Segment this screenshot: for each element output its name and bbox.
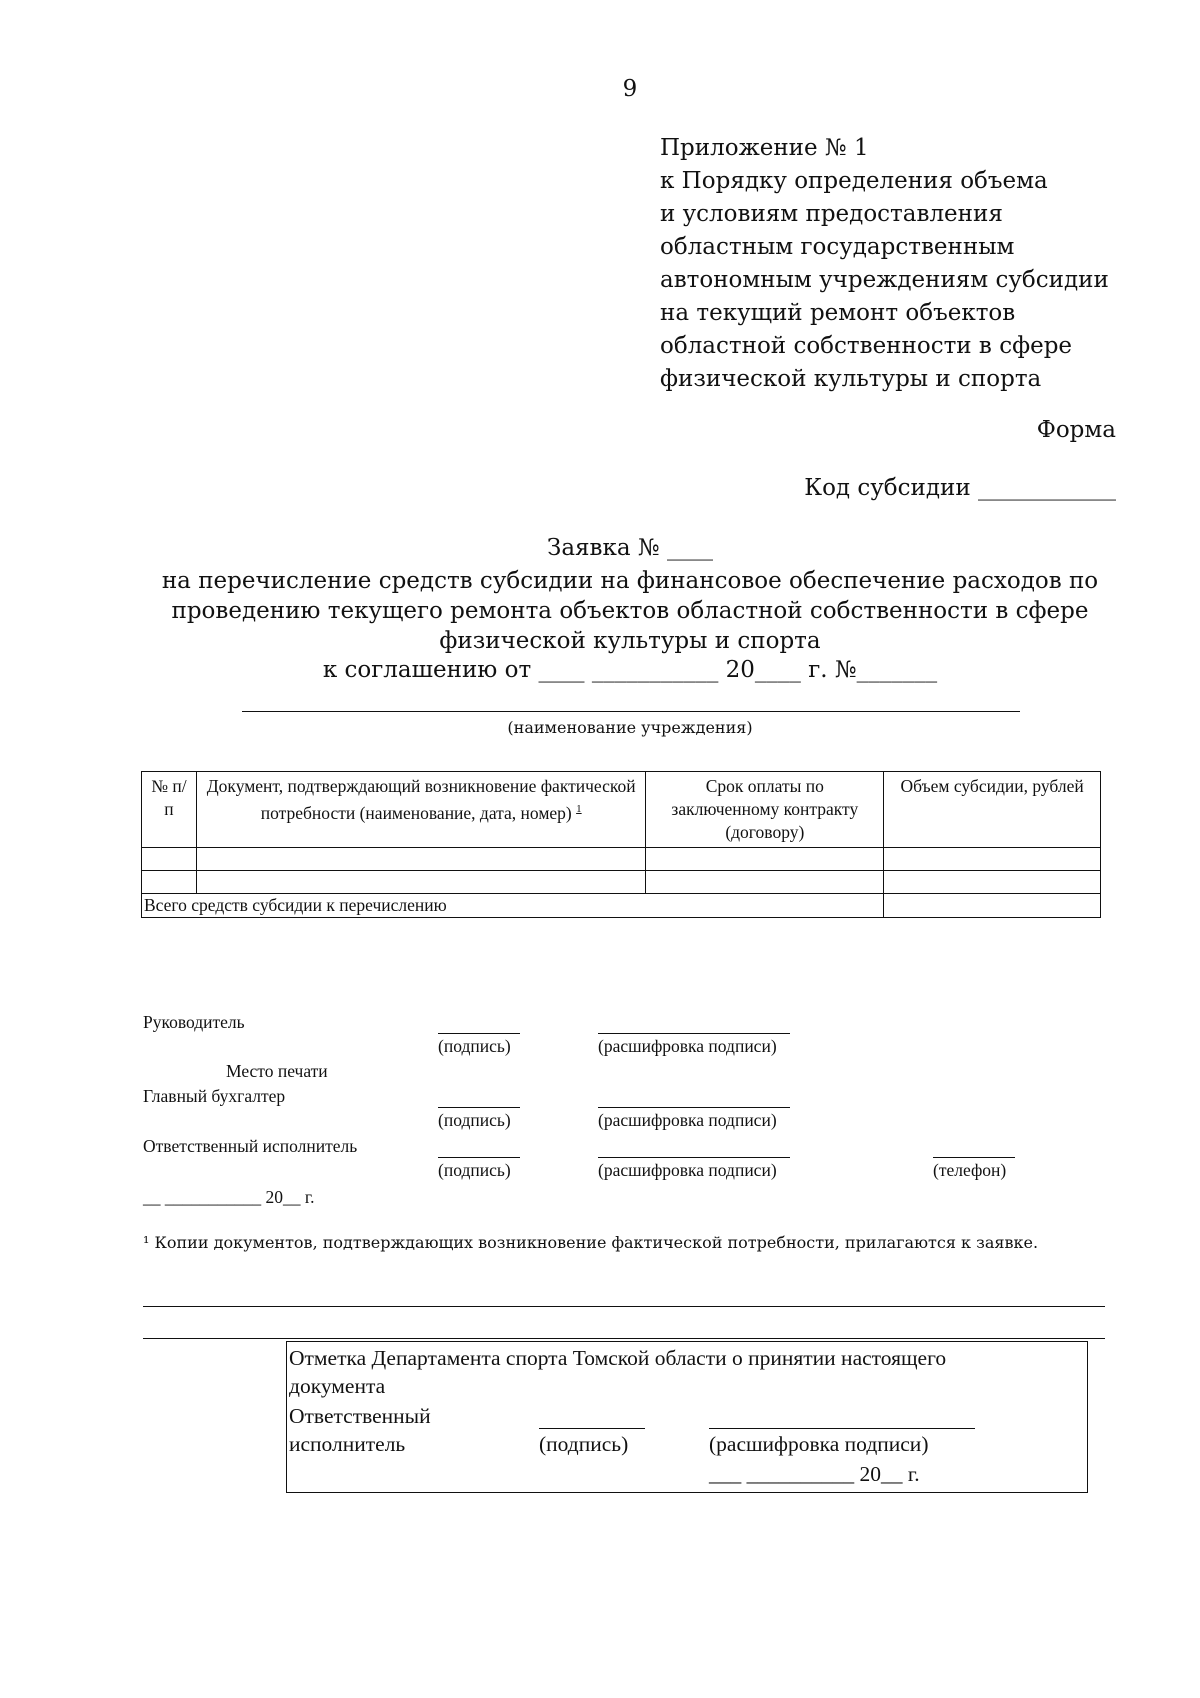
subsidy-code: Код субсидии ____________ (804, 475, 1116, 501)
cell-amount[interactable] (884, 871, 1101, 894)
executor-decoding-line[interactable] (598, 1157, 790, 1158)
institution-caption: (наименование учреждения) (507, 718, 753, 737)
executor-phone-line[interactable] (933, 1157, 1015, 1158)
department-date: ___ __________ 20__ г. (709, 1462, 920, 1486)
cell-document[interactable] (196, 848, 645, 871)
cell-term[interactable] (646, 871, 884, 894)
signature-caption: (подпись) (438, 1160, 511, 1180)
department-executor-label: исполнитель (289, 1432, 406, 1456)
appendix-line: физической культуры и спорта (660, 366, 1042, 392)
chief-accountant-label: Главный бухгалтер (143, 1086, 286, 1106)
total-label: Всего средств субсидии к перечислению (142, 894, 884, 918)
decoding-caption: (расшифровка подписи) (598, 1160, 777, 1180)
appendix-header (660, 132, 1109, 396)
appendix-line: автономным учреждениям субсидии (660, 267, 1109, 293)
department-signature-caption: (подпись) (539, 1432, 629, 1456)
signature-caption: (подпись) (438, 1110, 511, 1130)
agreement-line: к соглашению от ____ ___________ 20____ г. №_______ (322, 657, 938, 683)
form-label: Форма (1036, 417, 1116, 443)
department-box (286, 1341, 1088, 1493)
cell-document[interactable] (196, 871, 645, 894)
executor-signature-line[interactable] (438, 1157, 520, 1158)
total-amount[interactable] (884, 894, 1101, 918)
department-decoding-caption: (расшифровка подписи) (709, 1432, 929, 1456)
header-document (196, 772, 645, 848)
table-total-row (142, 894, 1101, 918)
footnote: ¹ Копии документов, подтверждающих возникновение фактической потребности, прилагаются к заявке. (143, 1233, 1039, 1252)
accountant-decoding-line[interactable] (598, 1107, 790, 1108)
decoding-caption: (расшифровка подписи) (598, 1036, 777, 1056)
appendix-line: областной собственности в сфере (660, 333, 1073, 359)
cell-num[interactable] (142, 871, 197, 894)
seal-label: Место печати (226, 1061, 328, 1081)
department-signature-line[interactable] (539, 1428, 645, 1429)
appendix-line: и условиям предоставления (660, 201, 1003, 227)
phone-caption: (телефон) (933, 1160, 1007, 1180)
header-num: № п/п (142, 772, 197, 848)
department-box-title: документа (289, 1374, 386, 1398)
cell-amount[interactable] (884, 848, 1101, 871)
header-amount: Объем субсидии, рублей (884, 772, 1101, 848)
application-subtitle (150, 566, 1110, 656)
subsidy-table (141, 771, 1101, 918)
head-label: Руководитель (143, 1012, 245, 1032)
sign-date: __ ___________ 20__ г. (143, 1187, 315, 1207)
application-title: Заявка № ____ (547, 535, 713, 561)
accountant-signature-line[interactable] (438, 1107, 520, 1108)
appendix-line: на текущий ремонт объектов (660, 300, 1016, 326)
header-payment-term: Срок оплаты по заключенному контракту (договору) (646, 772, 884, 848)
department-box-title: Отметка Департамента спорта Томской области о принятии настоящего (289, 1346, 947, 1370)
department-executor-label: Ответственный (289, 1404, 431, 1428)
cell-term[interactable] (646, 848, 884, 871)
cell-num[interactable] (142, 848, 197, 871)
head-signature-line[interactable] (438, 1033, 520, 1034)
subtitle-line: физической культуры и спорта (439, 628, 821, 654)
footnote-ref: 1 (576, 803, 582, 815)
head-decoding-line[interactable] (598, 1033, 790, 1034)
decoding-caption: (расшифровка подписи) (598, 1110, 777, 1130)
institution-line (242, 711, 1020, 712)
table-header-row (142, 772, 1101, 848)
department-decoding-line[interactable] (709, 1428, 975, 1429)
appendix-line: областным государственным (660, 234, 1015, 260)
appendix-line: Приложение № 1 (660, 135, 869, 161)
subtitle-line: проведению текущего ремонта объектов областной собственности в сфере (171, 598, 1089, 624)
appendix-line: к Порядку определения объема (660, 168, 1048, 194)
page-number: 9 (622, 76, 638, 102)
table-row (142, 848, 1101, 871)
subtitle-line: на перечисление средств субсидии на финансовое обеспечение расходов по (161, 568, 1099, 594)
table-row (142, 871, 1101, 894)
executor-label: Ответственный исполнитель (143, 1136, 358, 1156)
separator-line (143, 1306, 1105, 1307)
header-document-text: Документ, подтверждающий возникновение фактической потребности (наименование, дата, номер) (206, 776, 636, 823)
signature-caption: (подпись) (438, 1036, 511, 1056)
separator-line (143, 1338, 1105, 1339)
